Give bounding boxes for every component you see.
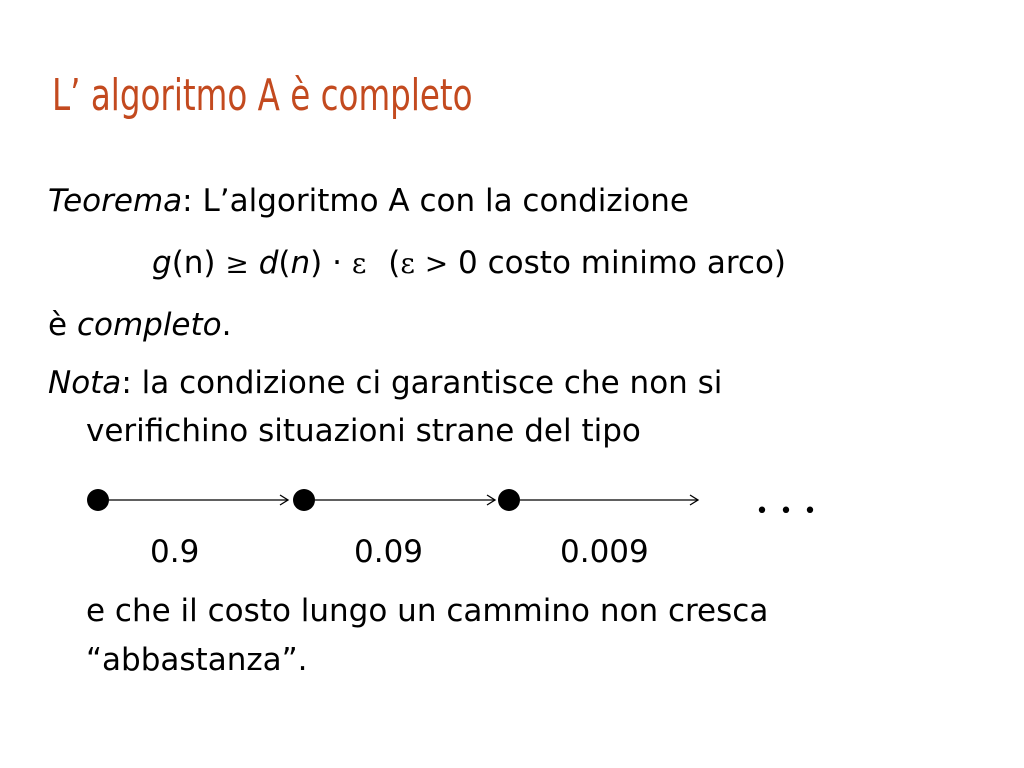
slide-title: L’ algoritmo A è completo — [52, 70, 473, 121]
note-line-1 — [48, 365, 722, 401]
closing-line-2: “abbastanza”. — [86, 642, 308, 678]
theorem-text: L’algoritmo A con la condizione — [202, 183, 689, 219]
note-label: Nota — [48, 365, 122, 401]
note-label-colon: : — [121, 365, 132, 401]
note-line-2: verifichino situazioni strane del tipo — [86, 413, 641, 449]
theorem-label: Teorema — [48, 183, 183, 219]
epsilon-symbol: ε — [351, 247, 367, 280]
chain-svg — [80, 478, 850, 538]
edge-weight-2: 0.09 — [354, 534, 424, 570]
formula-g: g — [152, 245, 172, 281]
epsilon-symbol-2: ε — [400, 247, 415, 280]
formula-g-arg: (n) — [171, 245, 216, 281]
theorem-label-colon: : — [182, 183, 193, 219]
formula-d-open: ( — [278, 245, 291, 281]
edge-weight-1: 0.9 — [150, 534, 200, 570]
gt-symbol: > — [424, 247, 449, 280]
closing-line-1: e che il costo lungo un cammino non cresca — [86, 593, 769, 629]
conclusion-pre: è — [48, 307, 77, 343]
node-3 — [498, 489, 520, 511]
dot-operator: · — [332, 245, 342, 281]
edge-weight-3: 0.009 — [560, 534, 649, 570]
paren-open: ( — [388, 245, 401, 281]
formula-d: d — [258, 245, 279, 281]
formula-d-close: ) — [310, 245, 323, 281]
conclusion-post: . — [221, 307, 232, 343]
note-text-1: la condizione ci garantisce che non si — [141, 365, 723, 401]
geq-symbol: ≥ — [225, 247, 249, 280]
conclusion-line — [48, 307, 232, 343]
formula-d-arg: n — [290, 245, 311, 281]
condition-formula — [152, 245, 786, 282]
node-2 — [293, 489, 315, 511]
ellipsis: • • • — [755, 499, 817, 524]
node-1 — [87, 489, 109, 511]
theorem-line — [48, 183, 689, 219]
condition-note: 0 costo minimo arco) — [458, 245, 787, 281]
conclusion-emphasis: completo — [76, 307, 222, 343]
chain-diagram — [80, 478, 850, 588]
